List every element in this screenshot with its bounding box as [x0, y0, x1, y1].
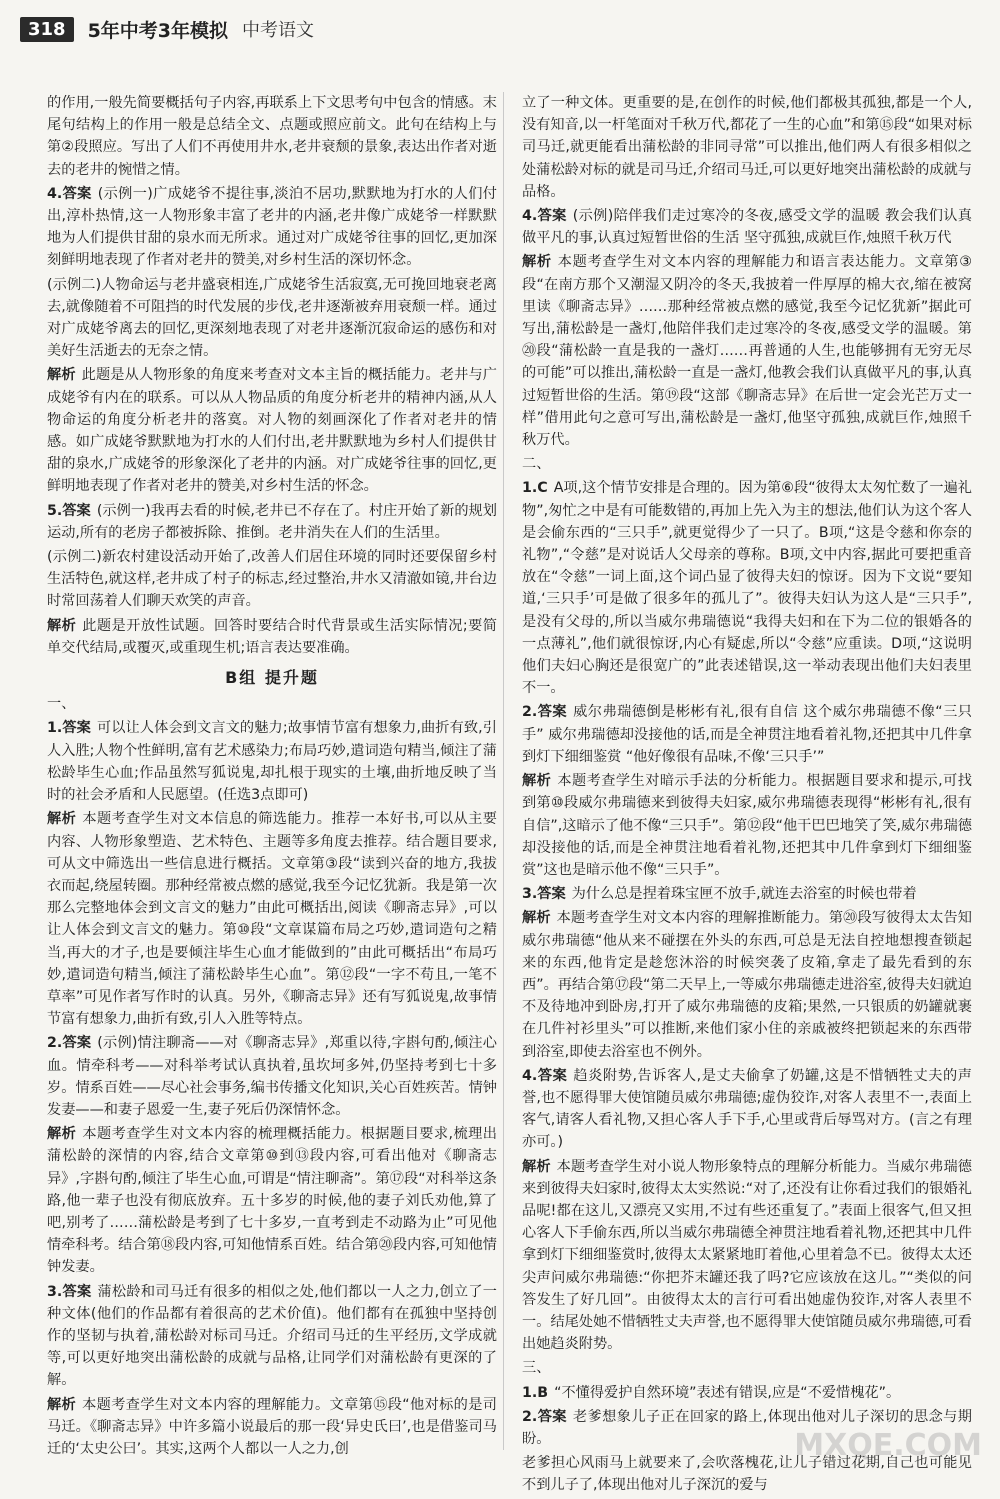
question-4b	[522, 205, 972, 249]
answer-text: 为什么总是捏着珠宝匣不放手,就连去浴室的时候也带着	[571, 886, 917, 903]
continued-paragraph: 立了一种文体。更重要的是,在创作的时候,他们都极其孤独,都是一个人,没有知音,以一杆笔面对千秋万代,都花了一生的心血”和第⑮段“如果对标司马迁,就更能看出蒲松龄的非同寻常”可以推出,他们两人有很多相似之处蒲松龄对标的就是司马迁,介绍司马迁,可以更好地突出蒲松龄的成就与品格。	[522, 95, 972, 200]
analysis-5	[47, 615, 497, 659]
question-number: 4.	[522, 208, 538, 225]
answer-text: 蒲松龄和司马迁有很多的相似之处,他们都以一人之力,创立了一种文体(他们的作品都有着很高的艺术价值)。他们都有在孤独中坚持创作的坚韧与执着,蒲松龄对标司马迁。介绍司马迁的生平经历,文学成就等,可以更好地突出蒲松龄的成就与品格,让同学们对蒲松龄有更深的了解。	[47, 1283, 497, 1389]
section-roman-2: 二、	[522, 456, 551, 473]
answer-text: A项,这个情节安排是合理的。因为第⑥段“彼得太太匆忙数了一遍礼物”,匆忙之中是有可能数错的,再加上先入为主的想法,他们认为这个客人是会偷东西的“三只手”,就更觉得少了一只了。B项,“这是令慈和你奈的礼物”,“令慈”是对说话人父母亲的尊称。B项,文中内容,据此可要把重音放在“令慈”一词上面,这个词凸显了彼得夫妇的惊讶。因为下文说“要知道,‘三只手’可是做了很多年的孤儿了”。彼得夫妇认为这人是“三只手”,是没有父母的,所以当威尔弗瑞德说“我得夫妇和在下为二位的银婚各的一点薄礼”,他们就很惊讶,内心有疑虑,所以“令慈”应重读。D项,“这说明他们夫妇心胸还是很宽广的”此表述错误,这一举动表现出他们夫妇表里不一。	[522, 480, 972, 697]
book-series-title: 5年中考3年模拟	[87, 19, 229, 42]
b-analysis-3	[47, 1394, 497, 1461]
analysis-tag: 解析	[47, 617, 77, 634]
right-column	[522, 92, 972, 1499]
answer-tag: 答案	[62, 1283, 92, 1300]
question-number: 2.	[522, 1408, 538, 1425]
question-number: 1.	[522, 480, 538, 497]
section-b-title: B组 提升题	[225, 668, 319, 688]
analysis-text: 此题是从人物形象的角度来考查对文本主旨的概括能力。老井与广成姥爷有内在的联系。可以从人物品质的角度分析老井的精神内涵,从人物命运的角度分析老井的落寞。对人物的刻画深化了作者对老井的情感。如广成姥爷默默地为打水的人们付出,老井默默地为乡村人们提供甘甜的泉水,广成姥爷的形象深化了老井的内涵。对广成姥爷往事的回忆,更鲜明地表现了作者对老井的赞美,对乡村生活的怀念。	[47, 367, 497, 495]
answer-text: 威尔弗瑞德倒是彬彬有礼,很有自信 这个威尔弗瑞德不像“三只手” 威尔弗瑞德却没接他的话,而是全神贯注地看着礼物,还把其中几件拿到灯下细细鉴赏 “他好像很有品味,不像‘三只手’”	[522, 704, 972, 765]
analysis-text: 本题考查学生对文本内容的理解能力。文章第⑮段“他对标的是司马迁。《聊斋志异》中许多篇小说最后的那一段‘异史氏曰’,也是借鉴司马迁的‘太史公曰’。其实,这两个人都以一人之力,创	[47, 1396, 497, 1457]
b-analysis-1	[47, 808, 497, 1030]
analysis-tag: 解析	[47, 811, 77, 828]
question-number: 4.	[47, 185, 63, 202]
analysis-text: 本题考查学生对暗示手法的分析能力。根据题目要求和提示,可找到第⑩段威尔弗瑞德来到彼得夫妇家,威尔弗瑞德表现得“彬彬有礼,很有自信”,这暗示了他不像“三只手”。第⑫段“他干巴巴地笑了笑,威尔弗瑞德却没接他的话,而是全神贯注地看着礼物,还把其中几件拿到灯下细细鉴赏”这也是暗示他不像“三只手”。	[522, 773, 972, 878]
answer-text: 老爹想象儿子正在回家的路上,体现出他对儿子深切的思念与期盼。	[522, 1408, 972, 1447]
answer-tag: 答案	[62, 185, 92, 202]
intro-paragraph: 的作用,一般先简要概括句子内容,再联系上下文思考句中包含的情感。末尾句结构上的作用一般是总结全文、点题或照应前文。此句在结构上与第②段照应。写出了人们不再使用井水,老井衰颓的景象,表达出作者对逝去的老井的惋惜之情。	[47, 95, 497, 178]
answer-continuation: 老爹担心风雨马上就要来了,会吹落槐花,让儿子错过花期,自己也可能见不到儿子了,体现出他对儿子深沉的爱与	[522, 1455, 972, 1494]
answer-text: (示例一)广成姥爷不提往事,淡泊不居功,默默地为打水的人们付出,淳朴热情,这一人物形象丰富了老井的内涵,老井像广成姥爷一样默默地为人们提供甘甜的泉水而无所求。通过对广成姥爷往事的回忆,更加深刻鲜明地表现了作者对老井的赞美,对乡村生活的深切怀念。	[47, 185, 497, 269]
analysis-tag: 解析	[522, 910, 551, 927]
question-number: 1.	[47, 720, 63, 737]
c-question-1	[522, 477, 972, 699]
answer-choice: B	[537, 1384, 549, 1401]
question-5	[47, 500, 497, 544]
answer-tag: 答案	[62, 1035, 92, 1052]
left-column	[47, 92, 497, 1462]
c-question-3	[522, 883, 972, 905]
answer-choice: C	[537, 480, 548, 497]
analysis-text: 此题是开放性试题。回答时要结合时代背景或生活实际情况;要简单交代结局,或覆灭,或重现生机;语言表达要准确。	[47, 617, 497, 656]
question-4	[47, 183, 497, 272]
c-analysis-3	[522, 907, 972, 1062]
analysis-text: 本题考查学生对文本信息的筛选能力。推荐一本好书,可以从主要内容、人物形象塑造、艺术特色、主题等多角度去推荐。结合题目要求,可从文中筛选出一些信息进行概括。文章第③段“读到兴奋的地方,我拔衣而起,绕屋转圈。那种经常被点燃的感觉,我至今记忆犹新。我是第一次那么完整地体会到文言文的魅力”由此可概括出,阅读《聊斋志异》,可以让人体会到文言文的魅力。第⑩段“文章谋篇布局之巧妙,遣词造句之精当,再大的才子,也是要倾注毕生心血才能做到的”由此可概括出“布局巧妙,遣词造句精当,倾注了蒲松龄毕生心血”。第⑫段“一字不苟且,一笔不草率”可见作者写作时的认真。另外,《聊斋志异》还有写狐说鬼,故事情节富有想象力,曲折有致,引人入胜等特点。	[47, 811, 497, 1028]
analysis-tag: 解析	[522, 773, 552, 790]
answer-tag: 答案	[537, 1067, 568, 1084]
b-question-1	[47, 717, 497, 806]
page-header	[20, 12, 314, 46]
answer-tag: 答案	[62, 720, 91, 737]
answer-tag: 答案	[537, 886, 566, 903]
answer-text: (示例)情注聊斋——对《聊斋志异》,郑重以待,字斟句酌,倾注心血。情牵科考——对科举考试认真执着,虽坎坷多舛,仍坚持考到七十多岁。情系百姓——尽心社会事务,编书传播文化知识,关心百姓疾苦。情钟发妻——和妻子恩爱一生,妻子死后仍深情怀念。	[47, 1035, 497, 1118]
question-number: 3.	[522, 886, 538, 903]
question-number: 2.	[522, 704, 538, 721]
analysis-text: 本题考查学生对小说人物形象特点的理解分析能力。当威尔弗瑞德来到彼得夫妇家时,彼得太太实然说:“对了,还没有让你看过我们的银婚礼品呢!都在这儿,又漂亮又实用,不过有些还重复了。”表面上很客气,但又担心客人下手偷东西,所以当威尔弗瑞德全神贯注地看着礼物,还把其中几件拿到灯下细细鉴赏时,彼得太太紧紧地盯着他,心里着急不已。彼得太太还尖声问威尔弗瑞德:“你把芥末罐还我了吗?它应该放在这儿。”“类似的问答发生了好几回”。由彼得太太的言行可看出她虚伪狡诈,对客人表里不一。结尾处她不惜牺牲丈夫声誉,也不愿得罪大使馆随员威尔弗瑞德,可看出她趋炎附势。	[522, 1158, 972, 1353]
b-question-3	[47, 1281, 497, 1392]
answer-tag: 答案	[62, 502, 91, 519]
section-roman-3: 三、	[522, 1360, 551, 1377]
section-roman-1: 一、	[47, 696, 76, 713]
answer-text: “不懂得爱护自然环境”表述有错误,应是“不爱惜槐花”。	[554, 1384, 901, 1401]
c-analysis-2	[522, 770, 972, 881]
answer-tag: 答案	[537, 208, 567, 225]
question-number: 5.	[47, 502, 63, 519]
analysis-text: 本题考查学生对文本内容的理解能力和语言表达能力。文章第③段“在南方那个又潮湿又阴冷的冬天,我披着一件厚厚的棉大衣,缩在被窝里读《聊斋志异》……那种经常被点燃的感觉,我至今记忆犹新”据此可写出,蒲松龄是一盏灯,他陪伴我们走过寒冷的冬夜,感受文学的温暖。第⑳段“蒲松龄一直是我的一盏灯……再普通的人生,也能够拥有无穷无尽的可能”可以推出,蒲松龄一直是一盏灯,他教会我们认真做平凡的事,认真过短暂世俗的生活。第⑲段“这部《聊斋志异》在后世一定会光芒万丈一样”借用此句之意可写出,蒲松龄是一盏灯,他坚守孤独,成就巨作,烛照千秋万代。	[522, 254, 972, 449]
answer-text: (示例)陪伴我们走过寒冷的冬夜,感受文学的温暖 教会我们认真做平凡的事,认真过短暂世俗的生活 坚守孤独,成就巨作,烛照千秋万代	[522, 208, 972, 247]
b-analysis-2	[47, 1123, 497, 1278]
answer-tag: 答案	[537, 1408, 567, 1425]
analysis-tag: 解析	[47, 1396, 77, 1413]
answer-text: 趋炎附势,告诉客人,是丈夫偷拿了奶罐,这是不惜牺牲丈夫的声誉,也不愿得罪大使馆随员威尔弗瑞德;虚伪狡诈,对客人表里不一,表面上客气,请客人看礼物,又担心客人手下手,心里或背后辱骂对方。(言之有理亦可。)	[522, 1067, 972, 1151]
analysis-text: 本题考查学生对文本内容的梳理概括能力。根据题目要求,梳理出蒲松龄的深情的内容,结合文章第⑩到⑬段内容,可看出他对《聊斋志异》,字斟句酌,倾注了毕生心血,可谓是“情注聊斋”。第⑰段“对科举这条路,他一辈子也没有彻底放弃。五十多岁的时候,他的妻子刘氏劝他,算了吧,别考了……蒲松龄是考到了七十多岁,一直考到走不动路为止”可见他情牵科考。结合第⑱段内容,可知他情系百姓。结合第⑳段内容,可知他情钟发妻。	[47, 1126, 497, 1276]
analysis-text: 本题考查学生对文本内容的理解推断能力。第⑳段写彼得太太告知威尔弗瑞德“他从来不碰摆在外头的东西,可总是无法自控地想搜查锁起来的东西,他肯定是趁您沐浴的时候突袭了皮箱,拿走了最先看到的东西”。再结合第⑰段“第二天早上,一等威尔弗瑞德走进浴室,彼得夫妇就迫不及待地冲到卧房,打开了威尔弗瑞德的皮箱;果然,一只银质的奶罐就裹在几件衬衫里头”可以推断,来他们家小住的亲戚被终把锁起来的东西带到浴室,即使去浴室也不例外。	[522, 910, 972, 1060]
analysis-tag: 解析	[522, 1158, 551, 1175]
analysis-4	[47, 364, 497, 497]
analysis-4b	[522, 251, 972, 451]
c-question-4	[522, 1065, 972, 1154]
analysis-tag: 解析	[47, 367, 76, 384]
analysis-tag: 解析	[522, 254, 552, 271]
column-divider	[503, 92, 504, 1450]
d-question-1	[522, 1382, 972, 1404]
question-number: 2.	[47, 1035, 63, 1052]
answer-example-2: (示例二)新农村建设活动开始了,改善人们居住环境的同时还要保留乡村生活特色,就这样,老井成了村子的标志,经过整治,井水又清澈如镜,井台边时常回荡着人们聊天欢笑的声音。	[47, 549, 497, 610]
c-analysis-4	[522, 1156, 972, 1356]
analysis-tag: 解析	[47, 1126, 77, 1143]
answer-example-2: (示例二)人物命运与老井盛衰相连,广成姥爷生活寂寞,无可挽回地衰老离去,就像随着不可阻挡的时代发展的步伐,老井逐渐被弃用衰颓一样。通过对广成姥爷离去的回忆,更深刻地表现了对老井逐渐沉寂命运的感伤和对美好生活逝去的无奈之情。	[47, 276, 497, 360]
question-number: 3.	[47, 1283, 63, 1300]
answer-tag: 答案	[537, 704, 568, 721]
site-watermark: MXQE.COM	[794, 1428, 982, 1463]
answer-text: 可以让人体会到文言文的魅力;故事情节富有想象力,曲折有致,引人入胜;人物个性鲜明,富有艺术感染力;布局巧妙,遣词造句精当,倾注了蒲松龄毕生心血;作品虽然写狐说鬼,却扎根于现实的土壤,曲折地反映了当时的社会矛盾和人民愿望。(任选3点即可)	[47, 720, 497, 804]
c-question-2	[522, 701, 972, 768]
question-number: 4.	[522, 1067, 538, 1084]
b-question-2	[47, 1032, 497, 1121]
page-number: 318	[20, 17, 74, 42]
answer-text: (示例一)我再去看的时候,老井已不存在了。村庄开始了新的规划运动,所有的老房子都被拆除、推倒。老井消失在人们的生活里。	[47, 502, 497, 541]
subject-title: 中考语文	[242, 20, 315, 41]
question-number: 1.	[522, 1384, 538, 1401]
